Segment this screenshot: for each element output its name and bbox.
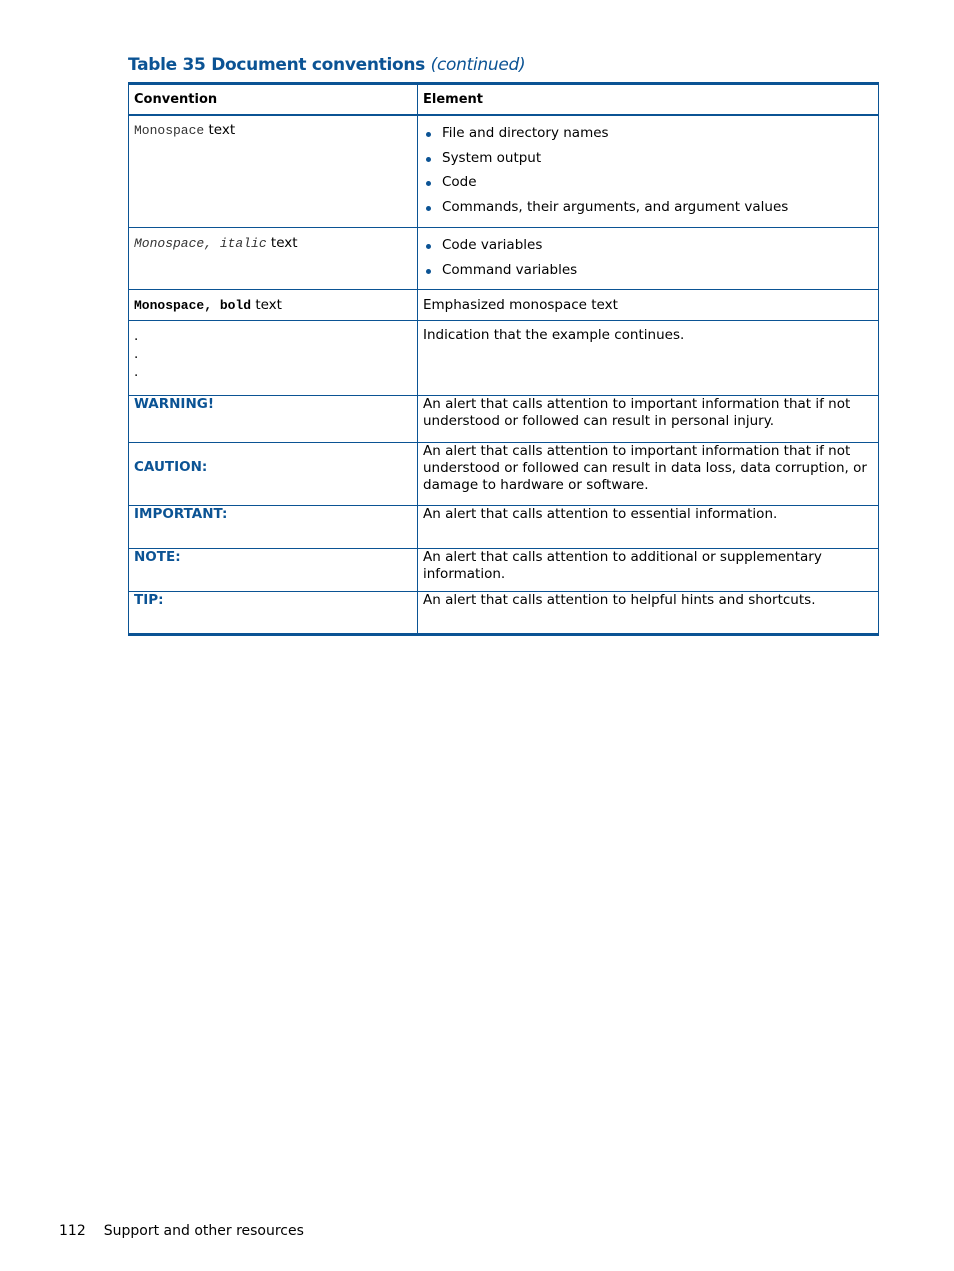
list-item: System output [423, 150, 873, 175]
footer-section-title: Support and other resources [103, 1223, 304, 1239]
list-item: Commands, their arguments, and argument values [423, 199, 873, 224]
list-item: Code [423, 174, 873, 199]
table-row [129, 396, 879, 443]
table-row [129, 506, 879, 549]
element-cell [418, 115, 879, 228]
element-bullet-list [423, 237, 873, 286]
note-label: NOTE: [134, 549, 181, 565]
element-cell: An alert that calls attention to additional or supplementary information. [418, 549, 879, 592]
element-cell: Indication that the example continues. [418, 321, 879, 396]
convention-suffix: text [266, 235, 298, 251]
table-row [129, 443, 879, 506]
element-cell: An alert that calls attention to helpful hints and shortcuts. [418, 592, 879, 635]
convention-cell [129, 549, 418, 592]
element-cell: An alert that calls attention to important information that if not understood or followed can result in data loss, data corruption, or damage to hardware or software. [418, 443, 879, 506]
table-row [129, 321, 879, 396]
convention-cell [129, 115, 418, 228]
list-item: File and directory names [423, 125, 873, 150]
table-row [129, 290, 879, 321]
convention-suffix: text [204, 122, 236, 138]
tip-label: TIP: [134, 592, 164, 608]
element-cell [418, 228, 879, 290]
table-continued-note: (continued) [430, 55, 526, 75]
table-row [129, 228, 879, 290]
ellipsis-dot: . [134, 328, 139, 344]
convention-suffix: text [251, 296, 282, 313]
caution-label: CAUTION: [134, 459, 208, 475]
list-item: Command variables [423, 262, 873, 287]
element-cell: An alert that calls attention to important information that if not understood or followed can result in personal injury. [418, 396, 879, 443]
table-header-row [129, 84, 879, 116]
ellipsis-dot: . [134, 346, 139, 362]
element-cell: Emphasized monospace text [418, 290, 879, 321]
monospace-bold-sample: Monospace, bold [134, 297, 252, 313]
convention-cell [129, 228, 418, 290]
header-convention: Convention [129, 84, 418, 116]
table-title: Table 35 Document conventions [128, 55, 425, 75]
element-cell: An alert that calls attention to essential information. [418, 506, 879, 549]
important-label: IMPORTANT: [134, 506, 228, 522]
page-number: 112 [59, 1223, 86, 1239]
convention-cell [129, 592, 418, 635]
table-row [129, 592, 879, 635]
monospace-sample: Monospace [134, 123, 205, 138]
convention-cell [129, 443, 418, 506]
convention-cell [129, 321, 418, 396]
page-footer [59, 1223, 304, 1239]
list-item: Code variables [423, 237, 873, 262]
monospace-italic-sample: Monospace, italic [134, 236, 267, 251]
header-element: Element [418, 84, 879, 116]
table-row [129, 549, 879, 592]
convention-cell [129, 506, 418, 549]
conventions-table [128, 82, 879, 636]
table-row [129, 115, 879, 228]
convention-cell [129, 290, 418, 321]
table-caption [128, 55, 525, 75]
warning-label: WARNING! [134, 396, 214, 412]
convention-cell [129, 396, 418, 443]
ellipsis-dot: . [134, 364, 139, 380]
element-bullet-list [423, 125, 873, 223]
